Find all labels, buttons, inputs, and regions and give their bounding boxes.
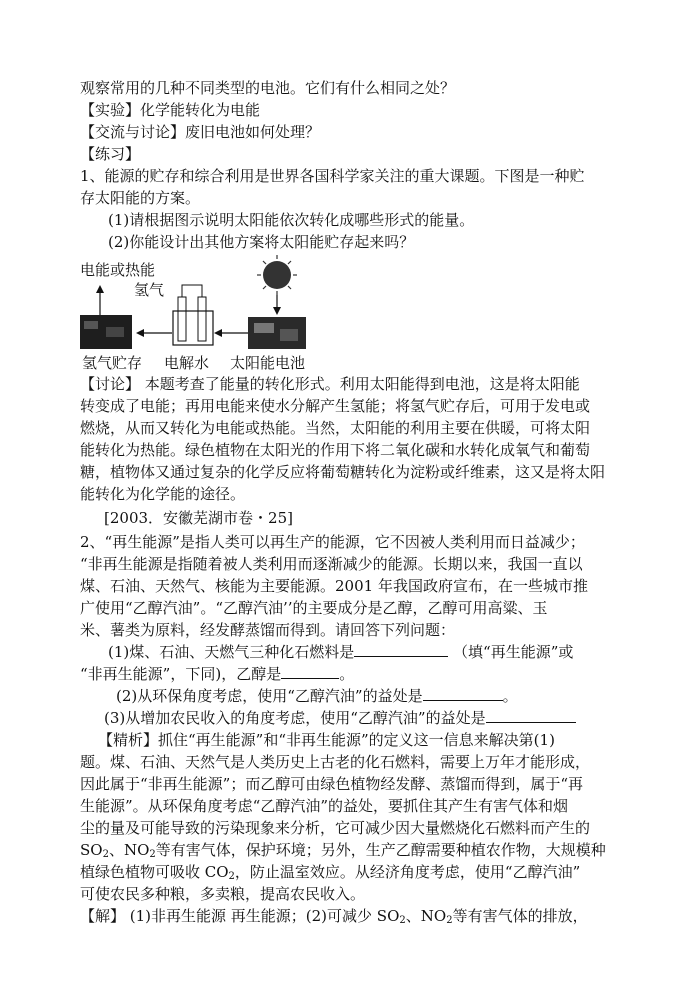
text-line: 煤、石油、天然气、核能为主要能源。2001 年我国政府宣布，在一些城市推 — [80, 577, 588, 595]
text-line: 广使用“乙醇汽油”。“乙醇汽油’’的主要成分是乙醇，乙醇可用高粱、玉 — [80, 599, 548, 617]
text-line: 糖，植物体又通过复杂的化学反应将葡萄糖转化为淀粉或纤维素，这又是将太阳 — [80, 463, 606, 481]
experiment-heading: 【实验】化学能转化为电能 — [80, 101, 261, 119]
sub-question-2-1 — [108, 641, 573, 663]
text-line: 题。煤、石油、天然气是人类历史上古老的化石燃料，需要上万年才能形成， — [80, 753, 591, 771]
text-span: 等有害气体，保护环境；另外，生产乙醇需要种植农作物，大规模种 — [155, 841, 606, 859]
text-span: (3)从增加农民收入的角度考虑，使用“乙醇汽油”的益处是 — [104, 709, 486, 727]
text-line: “非再生能源是指随着被人类利用而逐渐减少的能源。长期以来，我国一直以 — [80, 555, 583, 573]
subscript: 2 — [102, 849, 109, 860]
subscript: 2 — [446, 915, 453, 926]
text-line — [80, 663, 354, 685]
text-line: 可使农民多种粮，多卖粮，提高农民收入。 — [80, 885, 366, 903]
text-span: ，防止温室效应。从经济角度考虑，使用“乙醇汽油” — [234, 863, 581, 881]
subscript: 2 — [399, 915, 406, 926]
sub-question-2: (2)你能设计出其他方案将太阳能贮存起来吗？ — [108, 233, 415, 251]
exercise-heading: 【练习】 — [80, 145, 141, 163]
text-span: 、NO — [405, 907, 447, 925]
label-electric-heat: 电能或热能 — [80, 261, 156, 279]
label-solar-cell: 太阳能电池 — [230, 354, 306, 372]
label-hydrogen: 氢气 — [134, 281, 165, 299]
discussion-paragraph: 【讨论】 本题考查了能量的转化形式。利用太阳能得到电池，这是将太阳能 — [80, 375, 580, 393]
text-line: 米、薯类为原料，经发酵蒸馏而得到。请回答下列问题： — [80, 621, 456, 639]
text-line: 燃烧，从而又转化为电能或热能。当然，太阳能的利用主要在供暖，可将太阳 — [80, 419, 591, 437]
label-hydrogen-storage: 氢气贮存 — [82, 354, 143, 372]
text-span: 【解】 (1)非再生能源 再生能源；(2)可减少 SO — [80, 907, 400, 925]
text-span: 。 — [339, 665, 355, 683]
subscript: 2 — [228, 871, 235, 882]
text-line: 观察常用的几种不同类型的电池。它们有什么相同之处？ — [80, 79, 456, 97]
answer-line — [80, 905, 588, 932]
text-line: 因此属于“非再生能源”；而乙醇可由绿色植物经发酵、蒸馏而得到，属于“再 — [80, 775, 584, 793]
text-span: (2)从环保角度考虑，使用“乙醇汽油”的益处是 — [116, 687, 423, 705]
source-citation: [2003．安徽芜湖市卷・25] — [104, 509, 293, 527]
sub-question-2-3 — [104, 707, 576, 729]
text-span: “非再生能源”，下同)，乙醇是 — [80, 665, 282, 683]
sub-question-1: (1)请根据图示说明太阳能依次转化成哪些形式的能量。 — [108, 211, 475, 229]
question-1: 1、能源的贮存和综合利用是世界各国科学家关注的重大课题。下图是一种贮 — [80, 167, 585, 185]
text-line: 能转化为化学能的途径。 — [80, 485, 246, 503]
text-span: 、NO — [108, 841, 150, 859]
text-line: 尘的量及可能导致的污染现象来分析，它可减少因大量燃烧化石燃料而产生的 — [80, 819, 591, 837]
electrolysis-cell-image — [173, 311, 213, 345]
answer-blank[interactable] — [423, 686, 503, 701]
subscript: 2 — [149, 849, 156, 860]
answer-blank[interactable] — [486, 708, 576, 723]
text-span: 等有害气体的排放， — [452, 907, 588, 925]
question-2: 2、“再生能源”是指人类可以再生产的能源，它不因被人类利用而日益减少； — [80, 533, 585, 551]
label-electrolysis: 电解水 — [164, 354, 210, 372]
answer-blank[interactable] — [281, 664, 339, 679]
text-span: 。 — [502, 687, 518, 705]
text-span: （填“再生能源”或 — [453, 643, 574, 661]
text-span: (1)煤、石油、天燃气三种化石燃料是 — [108, 643, 355, 661]
text-line: 能转化为热能。绿色植物在太阳光的作用下将二氧化碳和水转化成氧气和葡萄 — [80, 441, 591, 459]
sub-question-2-2 — [116, 685, 518, 707]
answer-blank[interactable] — [354, 642, 448, 657]
solar-storage-diagram — [80, 255, 320, 373]
text-line: 存太阳能的方案。 — [80, 189, 201, 207]
text-span: SO — [80, 841, 103, 859]
text-span: 植绿色植物可吸收 CO — [80, 863, 229, 881]
text-line: 转变成了电能；再用电能来使水分解产生氢能；将氢气贮存后，可用于发电或 — [80, 397, 591, 415]
text-line: 生能源”。从环保角度考虑“乙醇汽油”的益处，要抓住其产生有害气体和烟 — [80, 797, 569, 815]
sun-icon — [263, 261, 291, 289]
analysis-paragraph: 【精析】抓住“再生能源”和“非再生能源”的定义这一信息来解决第(1) — [98, 731, 555, 749]
discussion-heading: 【交流与讨论】废旧电池如何处理？ — [80, 123, 321, 141]
